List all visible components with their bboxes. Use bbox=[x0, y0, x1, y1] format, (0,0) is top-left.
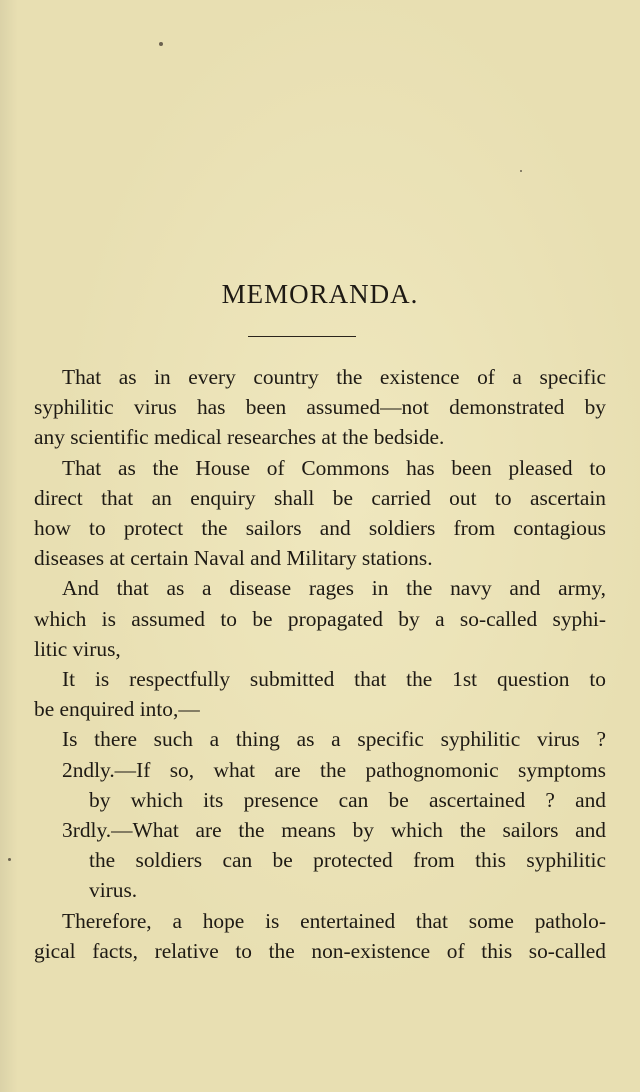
text-line: 2ndly.—If so, what are the pathognomonic symptoms bbox=[62, 757, 606, 782]
text-line: That as the House of Commons has been pleased to bbox=[62, 455, 606, 480]
text-line: Is there such a thing as a specific syphilitic virus ? bbox=[62, 727, 606, 752]
heading-rule bbox=[248, 336, 356, 337]
text-line: gical facts, relative to the non-existence of this so-called bbox=[34, 938, 606, 963]
text-line: any scientific medical researches at the bedside. bbox=[34, 425, 445, 450]
text-line: direct that an enquiry shall be carried out to ascertain bbox=[34, 485, 606, 510]
text-line: It is respectfully submitted that the 1st question to bbox=[62, 667, 606, 692]
text-line: which is assumed to be propagated by a so-called syphi- bbox=[34, 606, 606, 631]
paper-speck bbox=[8, 858, 11, 861]
paper-speck bbox=[520, 170, 522, 172]
page-heading: MEMORANDA. bbox=[221, 279, 419, 309]
paper-speck bbox=[159, 42, 163, 46]
text-line: how to protect the sailors and soldiers from contagious bbox=[34, 516, 606, 541]
memorandum-body bbox=[34, 362, 606, 966]
text-line: Therefore, a hope is entertained that some patholo- bbox=[62, 908, 606, 933]
text-line: And that as a disease rages in the navy and army, bbox=[62, 576, 606, 601]
text-line: the soldiers can be protected from this syphilitic bbox=[89, 848, 606, 873]
text-line: be enquired into,— bbox=[34, 697, 200, 722]
text-line: litic virus, bbox=[34, 636, 121, 661]
text-line: diseases at certain Naval and Military stations. bbox=[34, 546, 433, 571]
text-line: syphilitic virus has been assumed—not demonstrated by bbox=[34, 395, 606, 420]
text-line: virus. bbox=[89, 878, 138, 903]
text-line: That as in every country the existence of a specific bbox=[62, 365, 606, 389]
text-line: 3rdly.—What are the means by which the sailors and bbox=[62, 818, 606, 843]
text-line: by which its presence can be ascertained ? and bbox=[89, 787, 606, 812]
